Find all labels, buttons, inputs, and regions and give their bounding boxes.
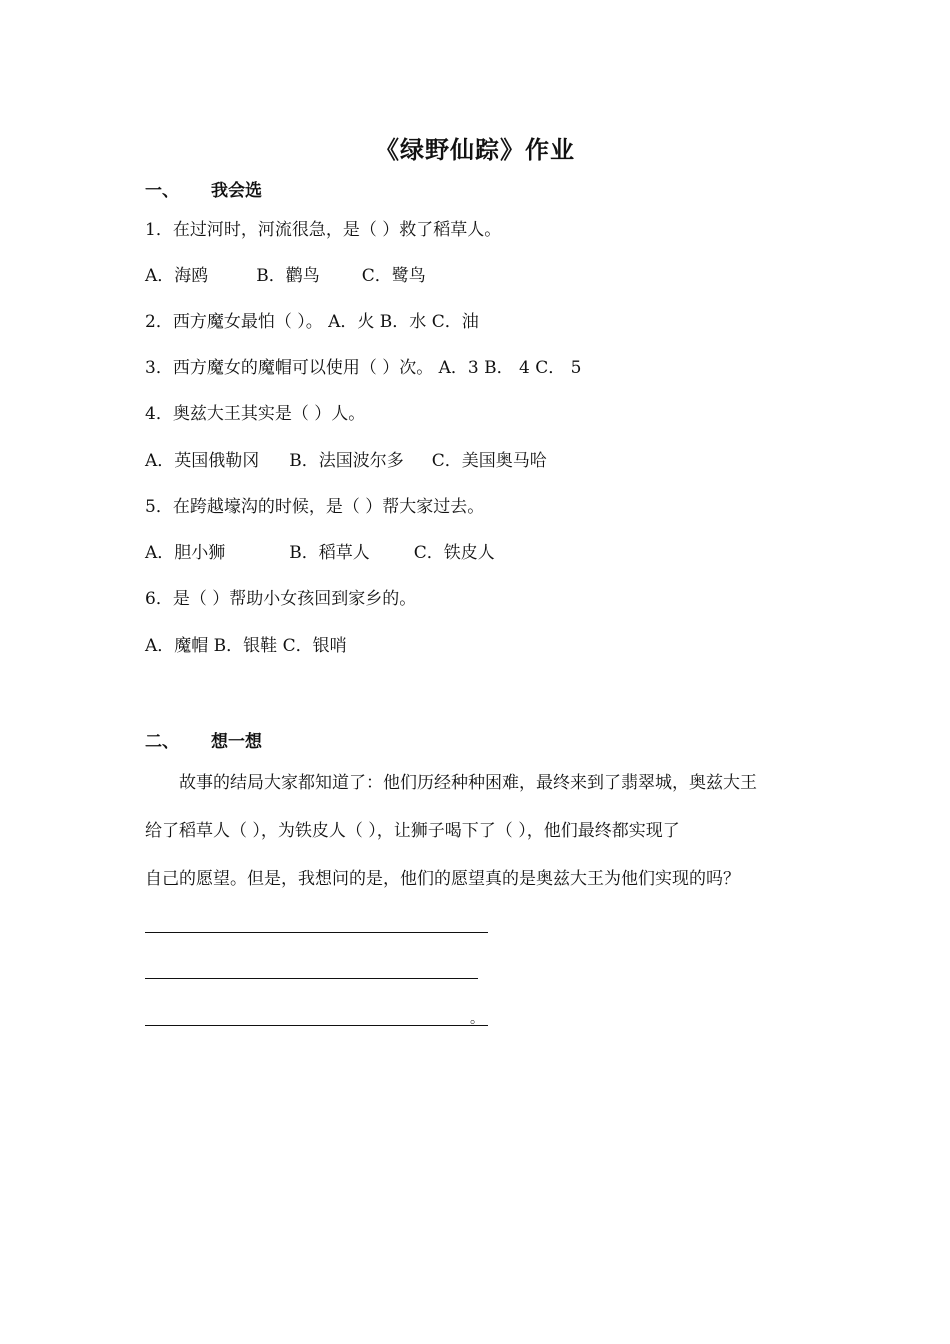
- q4-option-b: B．法国波尔多: [289, 451, 404, 471]
- section1-heading: [145, 176, 262, 201]
- question-4: 4．奥兹大王其实是（ ）人。: [145, 404, 366, 424]
- q5-option-c: C．铁皮人: [413, 543, 495, 563]
- section2-title: 想一想: [211, 732, 262, 752]
- question-3: 3．西方魔女的魔帽可以使用（ ）次。 A．3 B． 4 C． 5: [145, 358, 582, 378]
- answer-line-3[interactable]: [145, 1025, 488, 1026]
- section2-heading: [145, 727, 262, 752]
- answer-line-1[interactable]: [145, 932, 488, 933]
- question-6: 6．是（ ）帮助小女孩回到家乡的。: [145, 589, 417, 609]
- section1-number: 一、: [145, 181, 179, 201]
- question-5: 5．在跨越壕沟的时候，是（ ）帮大家过去。: [145, 497, 485, 517]
- question-6-options: A．魔帽 B．银鞋 C．银哨: [145, 636, 347, 656]
- question-4-options: [145, 450, 547, 472]
- question-5-options: [145, 542, 495, 564]
- q4-option-a: A．英国俄勒冈: [145, 451, 260, 471]
- question-1: 1．在过河时，河流很急，是（ ）救了稻草人。: [145, 220, 502, 240]
- q1-option-c: C．鹭鸟: [361, 266, 426, 286]
- section2-number: 二、: [145, 732, 179, 752]
- question-2: 2．西方魔女最怕（ ）。 A．火 B．水 C．油: [145, 312, 479, 332]
- q1-option-a: A．海鸥: [145, 266, 209, 286]
- section2-paragraph-line-2: 给了稻草人（ ），为铁皮人（ ），让狮子喝下了（ ），他们最终都实现了: [145, 821, 680, 841]
- answer-end-mark: 。: [470, 1011, 484, 1027]
- question-1-options: [145, 265, 426, 287]
- q5-option-b: B．稻草人: [289, 543, 370, 563]
- q4-option-c: C．美国奥马哈: [431, 451, 547, 471]
- answer-line-2[interactable]: [145, 978, 478, 979]
- page-title: 《绿野仙踪》作业: [375, 136, 575, 164]
- section1-title: 我会选: [211, 181, 262, 201]
- section2-paragraph-line-3: 自己的愿望。但是，我想问的是，他们的愿望真的是奥兹大王为他们实现的吗？: [145, 869, 740, 889]
- section2-paragraph-line-1: 故事的结局大家都知道了：他们历经种种困难，最终来到了翡翠城，奥兹大王: [179, 773, 757, 793]
- q1-option-b: B．鹳鸟: [256, 266, 320, 286]
- q5-option-a: A．胆小狮: [145, 543, 226, 563]
